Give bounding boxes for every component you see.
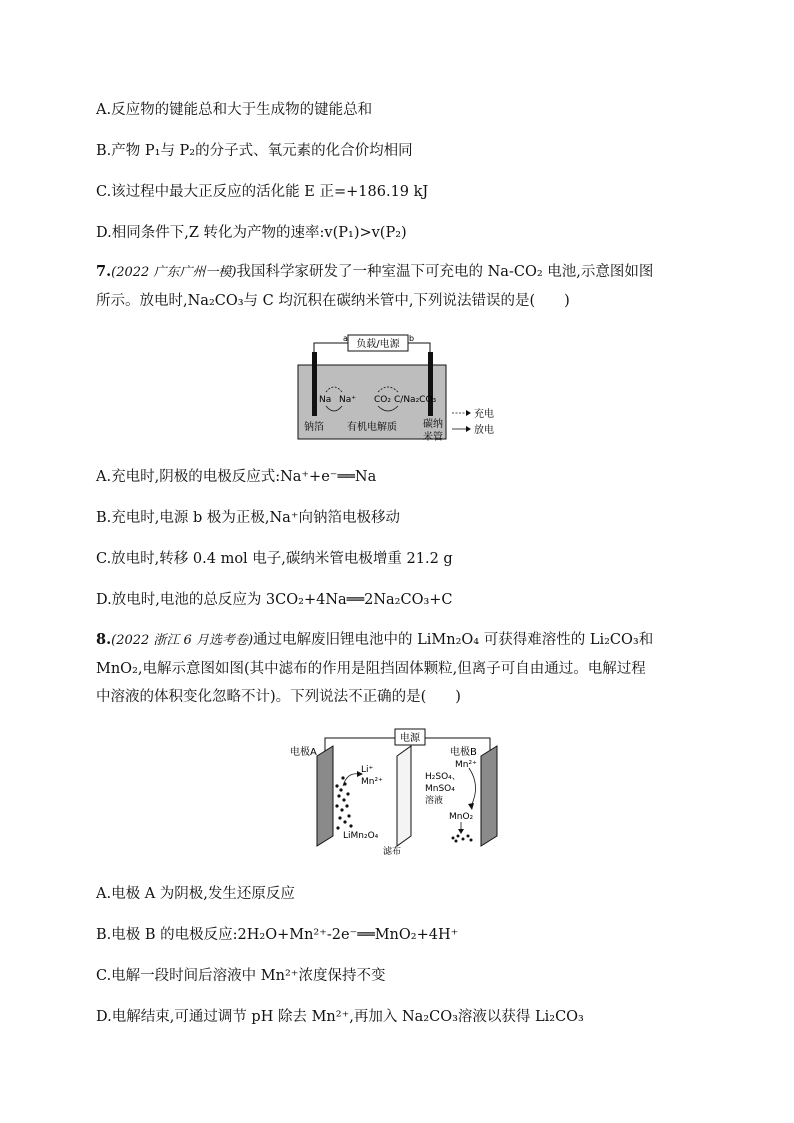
q7-stem [96,258,696,315]
q6-option-b: B.产物 P₁与 P₂的分子式、氧元素的化合价均相同 [96,143,413,159]
q8-mno2-label: MnO₂ [449,812,474,822]
q7-option-d: D.放电时,电池的总反应为 3CO₂+4Na══2Na₂CO₃+C [96,592,453,608]
q8-electrolysis-diagram [285,726,535,861]
q6-option-a: A.反应物的键能总和大于生成物的键能总和 [96,102,373,118]
q8-electrode-b-label: 电极B [450,747,477,758]
q7-source: (2022 广东广州一模) [111,265,237,280]
q8-option-d: D.电解结束,可通过调节 pH 除去 Mn²⁺,再加入 Na₂CO₃溶液以获得 Li₂CO₃ [96,1009,584,1025]
q8-stem-line2: MnO₂,电解示意图如图(其中滤布的作用是阻挡固体颗粒,但离子可自由通过。电解过程 [96,661,646,677]
q7-nanotube-label-1: 碳纳 [423,419,443,430]
q8-option-b: B.电极 B 的电极反应:2H₂O+Mn²⁺-2e⁻══MnO₂+4H⁺ [96,927,459,943]
q8-solution-line1: H₂SO₄、 [425,772,461,782]
q8-stem-line3: 中溶液的体积变化忽略不计)。下列说法不正确的是( ) [96,689,461,705]
q8-option-a: A.电极 A 为阴极,发生还原反应 [96,886,295,902]
q7-na: Na [319,395,332,405]
q7-option-b: B.充电时,电源 b 极为正极,Na⁺向钠箔电极移动 [96,510,400,526]
q7-cell-diagram [292,330,512,445]
q8-limn2o4-label: LiMn₂O₄ [343,831,379,841]
q7-legend-discharge: 放电 [474,425,494,436]
q8-stem-line1: 通过电解废旧锂电池中的 LiMn₂O₄ 可获得难溶性的 Li₂CO₃和 [253,632,654,648]
q7-legend-charge: 充电 [474,409,494,420]
q7-number: 7. [96,263,112,280]
q7-co2: CO₂ [374,395,391,405]
q7-terminal-a: a [343,334,348,343]
q7-foil-label: 钠箔 [304,422,324,433]
q8-mn-ion-right: Mn²⁺ [455,760,477,770]
q6-option-d: D.相同条件下,Z 转化为产物的速率:v(P₁)>v(P₂) [96,225,407,241]
q8-filter-cloth [397,746,411,846]
q7-stem-line2: 所示。放电时,Na₂CO₃与 C 均沉积在碳纳米管中,下列说法错误的是( ) [96,293,570,309]
q8-electrode-a-label: 电极A [290,747,317,758]
q7-stem-line1: 我国科学家研发了一种室温下可充电的 Na-CO₂ 电池,示意图如图 [236,264,654,280]
q7-terminal-b: b [409,334,415,343]
q8-source: (2022 浙江 6 月选考卷) [111,633,254,648]
q8-mn-ion-left: Mn²⁺ [361,777,383,787]
q7-option-a: A.充电时,阴极的电极反应式:Na⁺+e⁻══Na [96,469,377,485]
q7-na-ion: Na⁺ [339,395,356,405]
q8-solution-line2: MnSO₄ [425,784,455,794]
q7-c-na2co3: C/Na₂CO₃ [394,395,437,405]
q8-filter-cloth-label: 滤布 [383,847,402,857]
q6-option-c: C.该过程中最大正反应的活化能 E 正=+186.19 kJ [96,184,429,200]
q7-sodium-foil [312,352,317,416]
q8-power-label: 电源 [400,733,420,744]
q8-electrode-a [317,746,333,846]
q8-solution-line3: 溶液 [425,796,444,806]
q8-option-c: C.电解一段时间后溶液中 Mn²⁺浓度保持不变 [96,968,386,984]
q7-nanotube-label-2: 米管 [423,432,443,443]
q8-li-ion: Li⁺ [361,765,374,775]
q8-electrode-b [481,746,497,846]
q8-number: 8. [96,631,112,648]
q7-electrolyte-label: 有机电解质 [347,422,397,433]
q7-load-label: 负载/电源 [356,339,400,350]
q7-option-c: C.放电时,转移 0.4 mol 电子,碳纳米管电极增重 21.2 g [96,551,453,567]
q7-nanotube-electrode [428,352,433,416]
q8-stem [96,626,696,711]
